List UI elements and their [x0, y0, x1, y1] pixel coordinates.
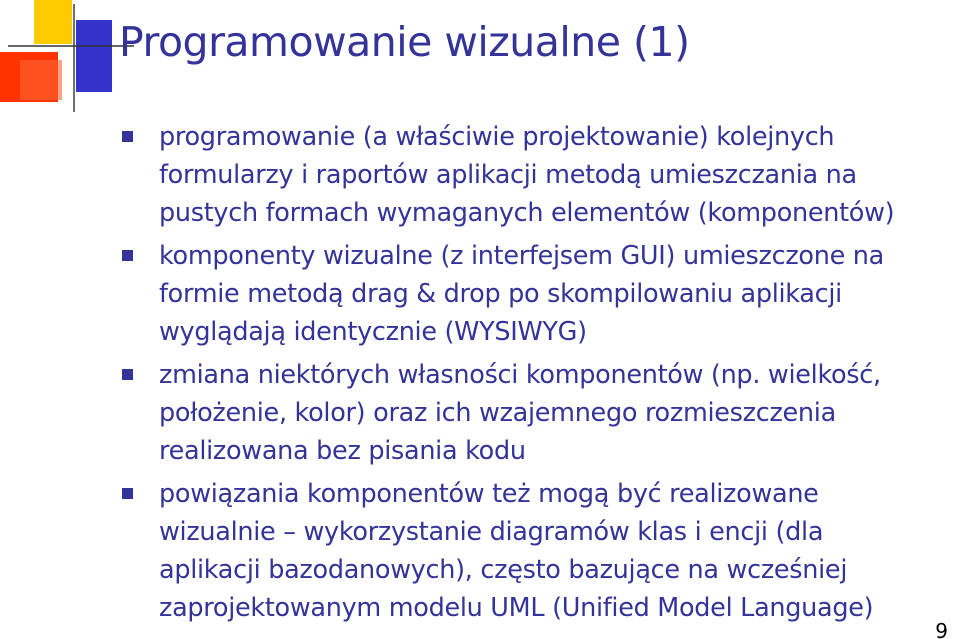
bullet-text-line: wyglądają identycznie (WYSIWYG): [159, 317, 587, 347]
bullet-item: [122, 475, 932, 627]
bullet-text-line: położenie, kolor) oraz ich wzajemnego rozmieszczenia: [159, 398, 836, 428]
bullet-text-line: zaprojektowanym modelu UML (Unified Model Language): [159, 593, 874, 623]
bullet-item: [122, 118, 932, 232]
bullet-square-icon: [122, 131, 133, 142]
bullet-item: [122, 237, 932, 351]
bullet-text-line: realizowana bez pisania kodu: [159, 436, 526, 466]
bullet-text-line: wizualnie – wykorzystanie diagramów klas i encji (dla: [159, 517, 824, 547]
bullet-list: [122, 118, 932, 632]
logo-blue-square: [76, 20, 112, 92]
slide-title: Programowanie wizualne (1): [119, 18, 690, 66]
bullet-text-line: formie metodą drag & drop po skompilowaniu aplikacji: [159, 279, 842, 309]
bullet-text-line: zmiana niektórych własności komponentów (np. wielkość,: [159, 360, 881, 390]
bullet-text-line: pustych formach wymaganych elementów (komponentów): [159, 198, 895, 228]
logo-yellow-square: [34, 0, 72, 44]
bullet-square-icon: [122, 369, 133, 380]
bullet-item: [122, 356, 932, 470]
bullet-text-line: powiązania komponentów też mogą być realizowane: [159, 479, 819, 509]
logo-red-shadow: [20, 60, 62, 100]
bullet-text-line: programowanie (a właściwie projektowanie) kolejnych: [159, 122, 835, 152]
bullet-text-line: aplikacji bazodanowych), często bazujące na wcześniej: [159, 555, 848, 585]
bullet-text-line: komponenty wizualne (z interfejsem GUI) umieszczone na: [159, 241, 884, 271]
bullet-square-icon: [122, 250, 133, 261]
page-number: 9: [935, 619, 948, 639]
bullet-text-line: formularzy i raportów aplikacji metodą umieszczania na: [159, 160, 857, 190]
bullet-square-icon: [122, 488, 133, 499]
